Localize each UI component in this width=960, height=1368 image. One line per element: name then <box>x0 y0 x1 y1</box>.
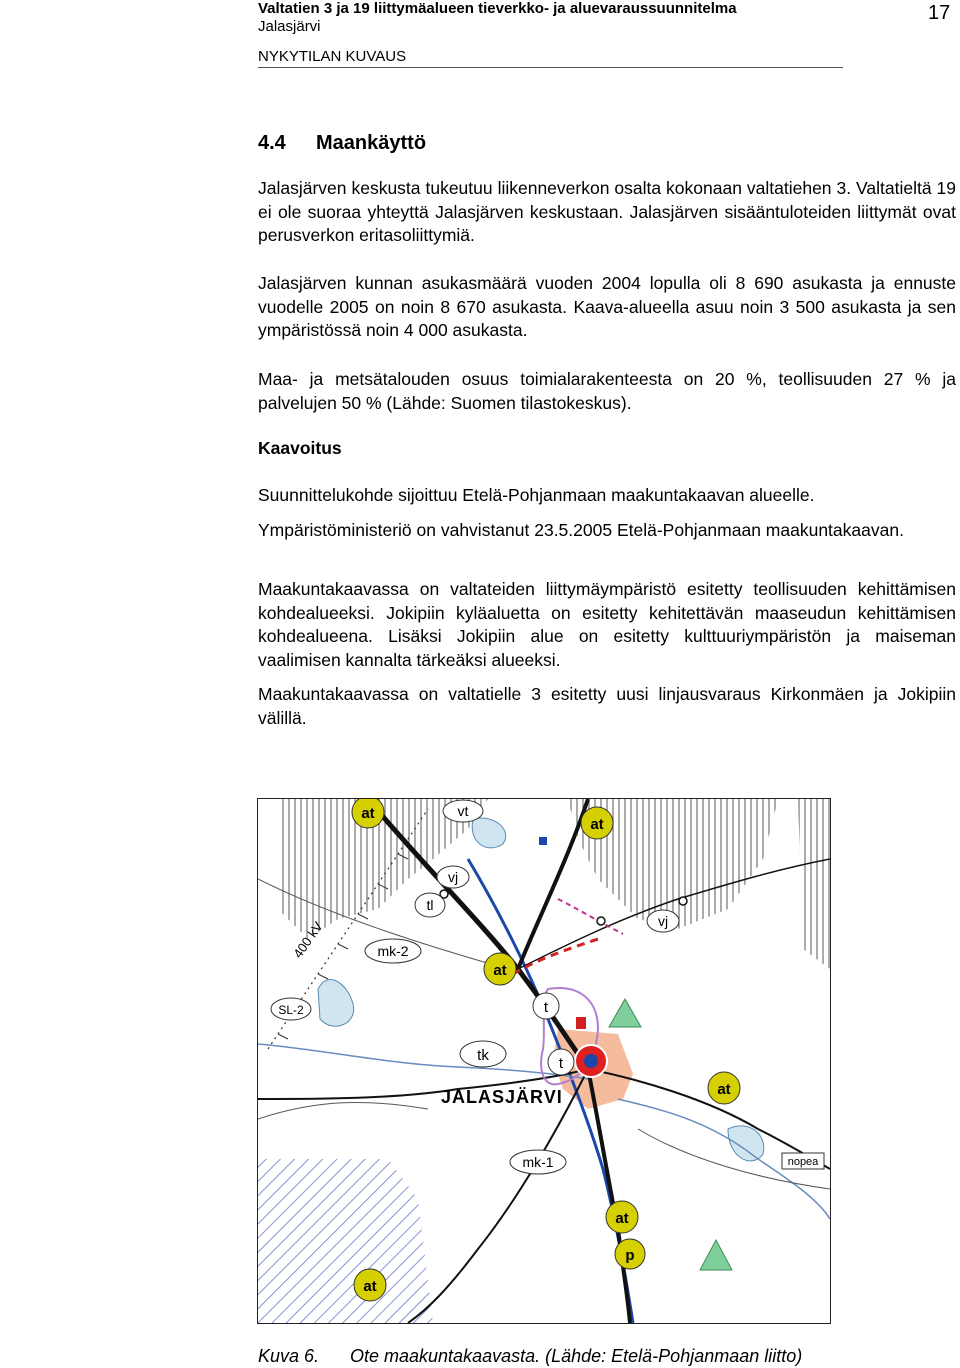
triangle-symbol <box>609 999 641 1027</box>
svg-text:t: t <box>543 999 549 1016</box>
hatched-area-rightstrip <box>798 799 830 969</box>
river-branch <box>258 1044 588 1079</box>
svg-text:nopea: nopea <box>787 1156 819 1168</box>
svg-text:tk: tk <box>477 1047 489 1064</box>
magenta-dashed-line <box>558 899 623 934</box>
label-sl2 <box>271 998 311 1020</box>
svg-text:vj: vj <box>657 913 669 929</box>
highway-19 <box>518 799 588 969</box>
label-town-jalasjarvi: JALASJÄRVI <box>441 1087 563 1107</box>
lake-north <box>472 818 505 848</box>
node-dot <box>597 917 605 925</box>
paragraph-3: Maa- ja metsätalouden osuus toimialarakenteesta on 20 %, teollisuuden 27 % ja palvelujen 50 % (Lähde: Suomen tilastokeskus). <box>258 369 956 413</box>
label-nopea <box>782 1153 824 1169</box>
header-subtitle: Jalasjärvi <box>258 18 321 35</box>
label-mk1 <box>510 1150 566 1174</box>
label-at-mid <box>484 953 516 985</box>
paragraph-2: Jalasjärven kunnan asukasmäärä vuoden 2004 lopulla oli 8 690 asukasta ja ennuste vuodelle 2005 on noin 8 670 asukasta. Kaava-alueella asuu noin 3 500 asukasta ja sen ympäristössä noin 4 000 asukasta. <box>258 273 956 340</box>
red-square <box>576 1017 586 1029</box>
paragraph-7: Maakuntakaavassa on valtatielle 3 esitetty uusi linjausvaraus Kirkonmäen ja Jokipiin välillä. <box>258 684 956 728</box>
svg-text:SL-2: SL-2 <box>278 1003 304 1017</box>
label-mk2 <box>365 939 421 963</box>
svg-text:t: t <box>558 1055 564 1072</box>
label-at-topleft <box>352 799 384 828</box>
svg-text:at: at <box>493 962 507 979</box>
road-southwest <box>408 1069 588 1323</box>
blue-square <box>539 837 547 845</box>
center-marker-inner <box>584 1054 598 1068</box>
label-p <box>615 1239 645 1269</box>
svg-text:at: at <box>717 1081 731 1098</box>
caption-label: Kuva 6. <box>258 1346 320 1366</box>
label-vj-left <box>437 866 469 888</box>
label-vt <box>443 800 483 822</box>
paragraph-4: Suunnittelukohde sijoittuu Etelä-Pohjanmaan maakuntakaavan alueelle. <box>258 485 815 505</box>
label-tl <box>415 893 445 917</box>
svg-text:at: at <box>363 1278 377 1295</box>
svg-text:at: at <box>615 1210 629 1227</box>
label-vj-right <box>647 910 679 932</box>
label-400kv: 400 kV <box>290 918 326 961</box>
caption-text: Ote maakuntakaavasta. (Lähde: Etelä-Pohjanmaan liitto) <box>350 1346 803 1366</box>
figure-caption <box>258 1346 802 1367</box>
svg-text:tl: tl <box>426 897 434 913</box>
paragraph-6: Maakuntakaavassa on valtateiden liittymäympäristö esitetty teollisuuden kehittämisen kohdealueeksi. Jokipiin kyläaluetta on esitetty kehitettävän maaseudun kehittämisen kohdealueena. Lisäksi Jokipiin alue on esitetty kulttuuriympäristön ja maiseman vaalimisen kannalta tärkeäksi alueeksi. <box>258 579 956 670</box>
section-heading <box>258 132 426 155</box>
section-number: 4.4 <box>258 132 286 154</box>
label-at-bottomleft <box>354 1269 386 1301</box>
header-section: NYKYTILAN KUVAUS <box>258 48 407 65</box>
boundary-line-3 <box>258 1102 428 1119</box>
regional-plan-map <box>257 798 831 1324</box>
label-t-lower <box>548 1049 574 1075</box>
node-dot <box>679 897 687 905</box>
label-at-top <box>581 807 613 839</box>
label-at-bottom <box>606 1201 638 1233</box>
page-number: 17 <box>928 2 951 24</box>
label-t-upper <box>533 993 559 1019</box>
svg-text:mk-2: mk-2 <box>377 943 409 959</box>
svg-text:vj: vj <box>447 869 459 885</box>
triangle-symbol <box>700 1240 732 1270</box>
svg-text:p: p <box>625 1247 635 1264</box>
svg-text:mk-1: mk-1 <box>522 1154 554 1170</box>
header-rule <box>258 67 843 68</box>
label-tk <box>460 1041 506 1067</box>
header-title: Valtatien 3 ja 19 liittymäalueen tieverkko- ja aluevaraussuunnitelma <box>258 0 737 17</box>
subheading-kaavoitus: Kaavoitus <box>258 438 342 458</box>
svg-text:at: at <box>590 816 604 833</box>
label-at-right <box>708 1072 740 1104</box>
section-title: Maankäyttö <box>316 132 427 154</box>
paragraph-1: Jalasjärven keskusta tukeutuu liikenneverkon osalta kokonaan valtatiehen 3. Valtatieltä 19 ei ole suoraa yhteyttä Jalasjärven keskustaan. Jalasjärven sisääntuloteiden liittymät ovat perusverkon eritasoliittymiä. <box>258 178 956 245</box>
paragraph-5: Ympäristöministeriö on vahvistanut 23.5.2005 Etelä-Pohjanmaan maakuntakaavan. <box>258 520 904 540</box>
hatched-area-southwest <box>258 1159 433 1323</box>
lake-west <box>318 980 354 1027</box>
svg-text:vt: vt <box>457 803 469 819</box>
lake-east <box>728 1126 764 1161</box>
svg-text:at: at <box>361 805 375 822</box>
